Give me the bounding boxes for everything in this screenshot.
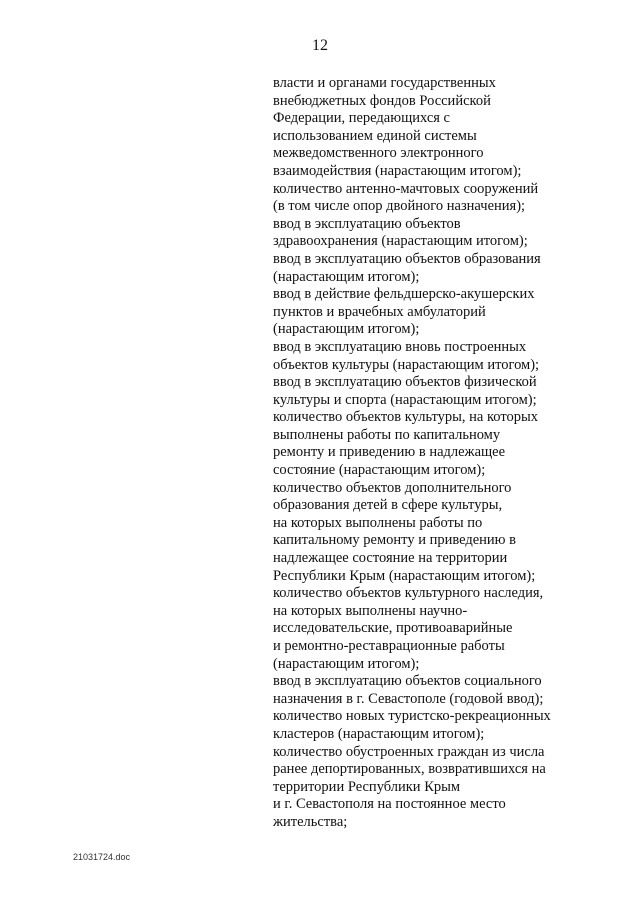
text-line: объектов культуры (нарастающим итогом); xyxy=(273,356,540,373)
page-number: 12 xyxy=(312,37,328,54)
text-line: ввод в эксплуатацию объектов физической xyxy=(273,374,537,391)
text-line: (нарастающим итогом); xyxy=(273,268,420,285)
file-name-footer: 21031724.doc xyxy=(73,852,131,862)
text-line: ввод в эксплуатацию объектов социального xyxy=(273,673,542,690)
text-line: использованием единой системы xyxy=(273,127,477,144)
text-line: на которых выполнены научно- xyxy=(273,602,468,619)
text-line: межведомственного электронного xyxy=(273,145,484,162)
text-line: кластеров (нарастающим итогом); xyxy=(273,725,485,742)
text-line: (нарастающим итогом); xyxy=(273,321,420,338)
text-line: пунктов и врачебных амбулаторий xyxy=(273,303,486,320)
text-line: ввод в эксплуатацию объектов xyxy=(273,215,461,232)
text-line: исследовательские, противоаварийные xyxy=(273,620,513,637)
text-line: и г. Севастополя на постоянное место xyxy=(273,796,506,813)
text-line: взаимодействия (нарастающим итогом); xyxy=(273,162,522,179)
text-line: (нарастающим итогом); xyxy=(273,655,420,672)
text-line: территории Республики Крым xyxy=(273,778,461,795)
text-line: количество объектов дополнительного xyxy=(273,479,512,496)
text-line: власти и органами государственных xyxy=(273,75,496,91)
text-line: здравоохранения (нарастающим итогом); xyxy=(273,233,528,250)
text-line: количество новых туристско-рекреационных xyxy=(273,708,551,725)
text-line: количество объектов культурного наследия, xyxy=(273,585,544,602)
text-line: количество антенно-мачтовых сооружений xyxy=(273,180,539,197)
text-line: внебюджетных фондов Российской xyxy=(273,92,491,109)
text-line: количество объектов культуры, на которых xyxy=(273,409,538,426)
text-line: (в том числе опор двойного назначения); xyxy=(273,198,526,215)
text-line: назначения в г. Севастополе (годовой ввод); xyxy=(273,690,544,707)
text-line: надлежащее состояние на территории xyxy=(273,550,508,567)
text-line: ввод в эксплуатацию вновь построенных xyxy=(273,338,527,355)
document-body xyxy=(273,75,573,832)
text-line: образования детей в сфере культуры, xyxy=(273,497,503,514)
text-line: жительства; xyxy=(273,813,348,830)
text-line: состояние (нарастающим итогом); xyxy=(273,462,486,479)
text-line: и ремонтно-реставрационные работы xyxy=(273,638,505,654)
text-line: ремонту и приведению в надлежащее xyxy=(273,444,506,461)
text-line: Республики Крым (нарастающим итогом); xyxy=(273,567,536,584)
text-line: капитальному ремонту и приведению в xyxy=(273,532,516,549)
text-line: культуры и спорта (нарастающим итогом); xyxy=(273,391,537,408)
text-line: количество обустроенных граждан из числа xyxy=(273,743,545,760)
text-line: ввод в эксплуатацию объектов образования xyxy=(273,250,541,267)
text-line: Федерации, передающихся с xyxy=(273,110,450,127)
text-line: ранее депортированных, возвратившихся на xyxy=(273,761,546,778)
text-line: ввод в действие фельдшерско-акушерских xyxy=(273,286,535,303)
text-line: на которых выполнены работы по xyxy=(273,514,483,531)
text-line: выполнены работы по капитальному xyxy=(273,426,501,443)
